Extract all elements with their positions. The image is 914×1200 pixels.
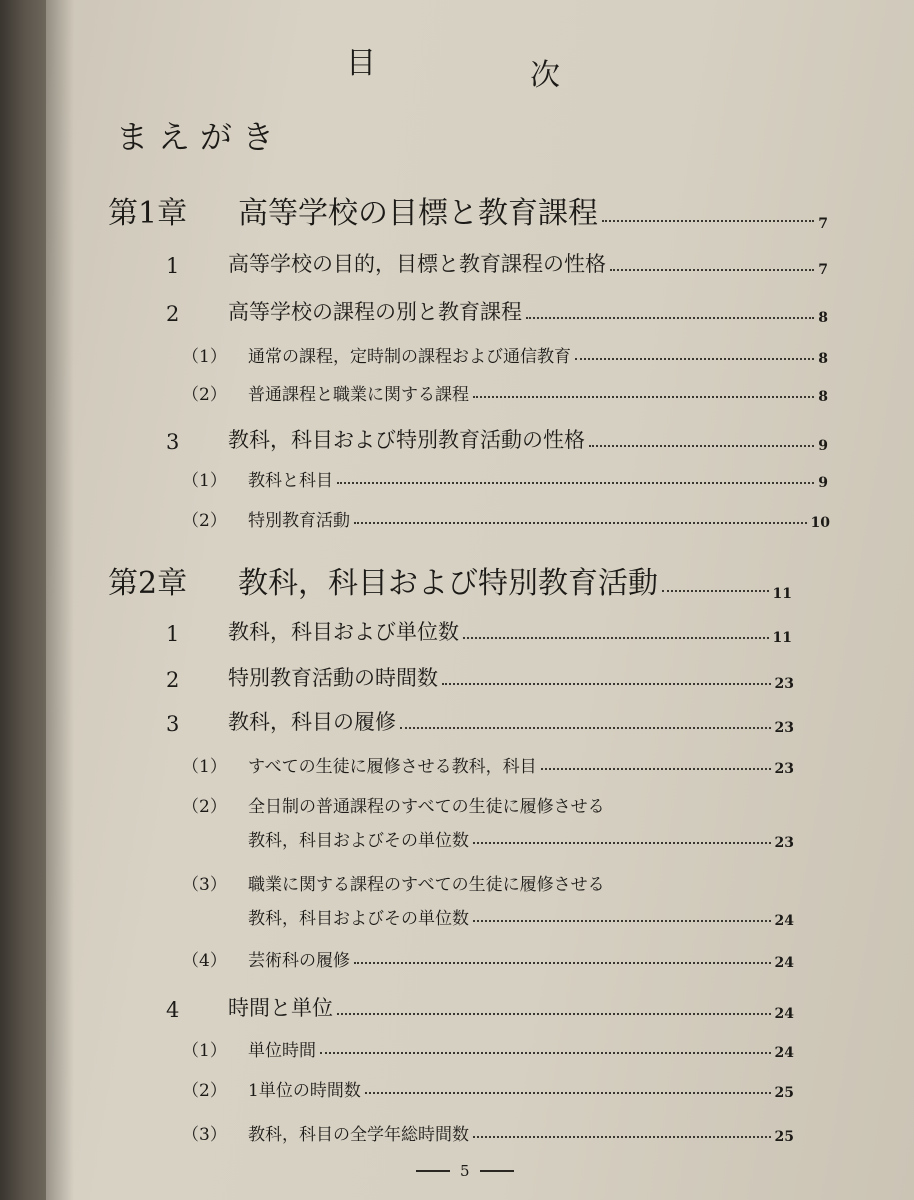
leader-dots (320, 1052, 771, 1054)
page-ref: 8 (818, 351, 828, 367)
toc-section (166, 616, 792, 646)
leader-dots (354, 962, 771, 964)
section-title: 教科，科目および単位数 (228, 620, 459, 644)
page-ref: 10 (810, 515, 830, 531)
subsection-title: 特別教育活動 (248, 511, 350, 531)
toc-subsection (182, 466, 828, 491)
toc-subsection (182, 946, 794, 971)
title-char-1: 目 (346, 46, 376, 81)
page-ref: 24 (774, 955, 794, 971)
page-ref: 23 (774, 676, 794, 692)
subsection-number: （4） (182, 951, 227, 971)
leader-dots (575, 358, 814, 360)
leader-dots (337, 482, 814, 484)
toc-subsection (182, 752, 794, 777)
subsection-title: 1単位の時間数 (248, 1081, 361, 1101)
leader-dots (473, 920, 771, 922)
subsection-number: （2） (182, 797, 227, 817)
page-ref: 24 (774, 913, 794, 929)
section-number: 1 (166, 622, 180, 646)
footer-dash-left (416, 1170, 450, 1172)
page-ref: 25 (774, 1085, 794, 1101)
toc-subsection (182, 380, 828, 405)
leader-dots (473, 842, 771, 844)
page-number: 5 (460, 1162, 470, 1180)
leader-dots (337, 1013, 771, 1015)
subsection-number: （1） (182, 347, 227, 367)
book-page (46, 0, 914, 1200)
footer-dash-right (480, 1170, 514, 1172)
toc-section (166, 248, 828, 278)
subsection-title: 教科と科目 (248, 471, 333, 491)
page-ref: 24 (774, 1045, 794, 1061)
subsection-number: （2） (182, 385, 227, 405)
section-title: 時間と単位 (228, 996, 333, 1020)
toc-subsection (182, 1036, 794, 1061)
page-ref: 9 (818, 475, 828, 491)
toc-subsection (182, 506, 830, 531)
page-ref: 9 (818, 438, 828, 454)
page-ref: 23 (774, 761, 794, 777)
subsection-title: 通常の課程，定時制の課程および通信教育 (248, 347, 571, 367)
preface-heading: まえがき (116, 118, 285, 156)
toc-section (166, 662, 794, 692)
section-number: 2 (166, 668, 180, 692)
subsection-title: 教科，科目の全学年総時間数 (248, 1125, 469, 1145)
section-title: 特別教育活動の時間数 (228, 666, 438, 690)
subsection-number: （1） (182, 1041, 227, 1061)
section-number: 3 (166, 712, 180, 736)
page-ref: 24 (774, 1006, 794, 1022)
toc-section (166, 706, 794, 736)
subsection-title: 普通課程と職業に関する課程 (248, 385, 469, 405)
page-ref: 8 (818, 310, 828, 326)
leader-dots (541, 768, 771, 770)
subsection-number: （2） (182, 511, 227, 531)
subsection-title: すべての生徒に履修させる教科，科目 (248, 757, 537, 777)
book-spine (0, 0, 46, 1200)
subsection-number: （2） (182, 1081, 227, 1101)
page-ref: 7 (818, 262, 828, 278)
toc-subsection (182, 870, 794, 895)
page-ref: 23 (774, 835, 794, 851)
page-ref: 23 (774, 720, 794, 736)
leader-dots (473, 396, 814, 398)
chapter-title: 高等学校の目標と教育課程 (238, 196, 598, 231)
toc-section (166, 992, 794, 1022)
section-title: 教科，科目の履修 (228, 710, 396, 734)
subsection-title-cont: 教科，科目およびその単位数 (248, 831, 469, 851)
subsection-title: 単位時間 (248, 1041, 316, 1061)
section-title: 高等学校の目的，目標と教育課程の性格 (228, 252, 606, 276)
section-title: 教科，科目および特別教育活動の性格 (228, 428, 585, 452)
page-ref: 11 (772, 630, 792, 646)
leader-dots (365, 1092, 771, 1094)
subsection-title: 全日制の普通課程のすべての生徒に履修させる (248, 797, 605, 817)
toc-subsection (182, 792, 794, 817)
leader-dots (400, 727, 771, 729)
toc-section (166, 424, 828, 454)
subsection-title-cont: 教科，科目およびその単位数 (248, 909, 469, 929)
section-number: 4 (166, 998, 180, 1022)
page-ref: 7 (818, 216, 828, 232)
page-ref: 25 (774, 1129, 794, 1145)
subsection-number: （3） (182, 1125, 227, 1145)
leader-dots (473, 1136, 771, 1138)
toc-section (166, 296, 828, 326)
chapter-title: 教科，科目および特別教育活動 (238, 566, 658, 601)
section-number: 1 (166, 254, 180, 278)
toc-subsection (182, 342, 828, 367)
subsection-title: 職業に関する課程のすべての生徒に履修させる (248, 875, 605, 895)
section-number: 2 (166, 302, 180, 326)
toc-subsection (182, 1120, 794, 1145)
leader-dots (442, 683, 771, 685)
leader-dots (354, 522, 807, 524)
toc-subsection-continued (248, 826, 794, 851)
page-footer (416, 1162, 514, 1180)
page-ref: 8 (818, 389, 828, 405)
leader-dots (602, 220, 814, 222)
subsection-number: （3） (182, 875, 227, 895)
subsection-title: 芸術科の履修 (248, 951, 350, 971)
leader-dots (662, 590, 769, 592)
chapter-number: 第2章 (108, 566, 188, 601)
subsection-number: （1） (182, 471, 227, 491)
leader-dots (463, 637, 769, 639)
page-ref: 11 (772, 586, 792, 602)
title-char-2: 次 (530, 58, 560, 93)
section-number: 3 (166, 430, 180, 454)
leader-dots (526, 317, 814, 319)
toc-subsection-continued (248, 904, 794, 929)
toc-chapter-1 (108, 188, 828, 232)
toc-subsection (182, 1076, 794, 1101)
chapter-number: 第1章 (108, 196, 188, 231)
leader-dots (589, 445, 814, 447)
leader-dots (610, 269, 814, 271)
toc-chapter-2 (108, 558, 792, 602)
section-title: 高等学校の課程の別と教育課程 (228, 300, 522, 324)
subsection-number: （1） (182, 757, 227, 777)
gutter-shadow (46, 0, 74, 1200)
